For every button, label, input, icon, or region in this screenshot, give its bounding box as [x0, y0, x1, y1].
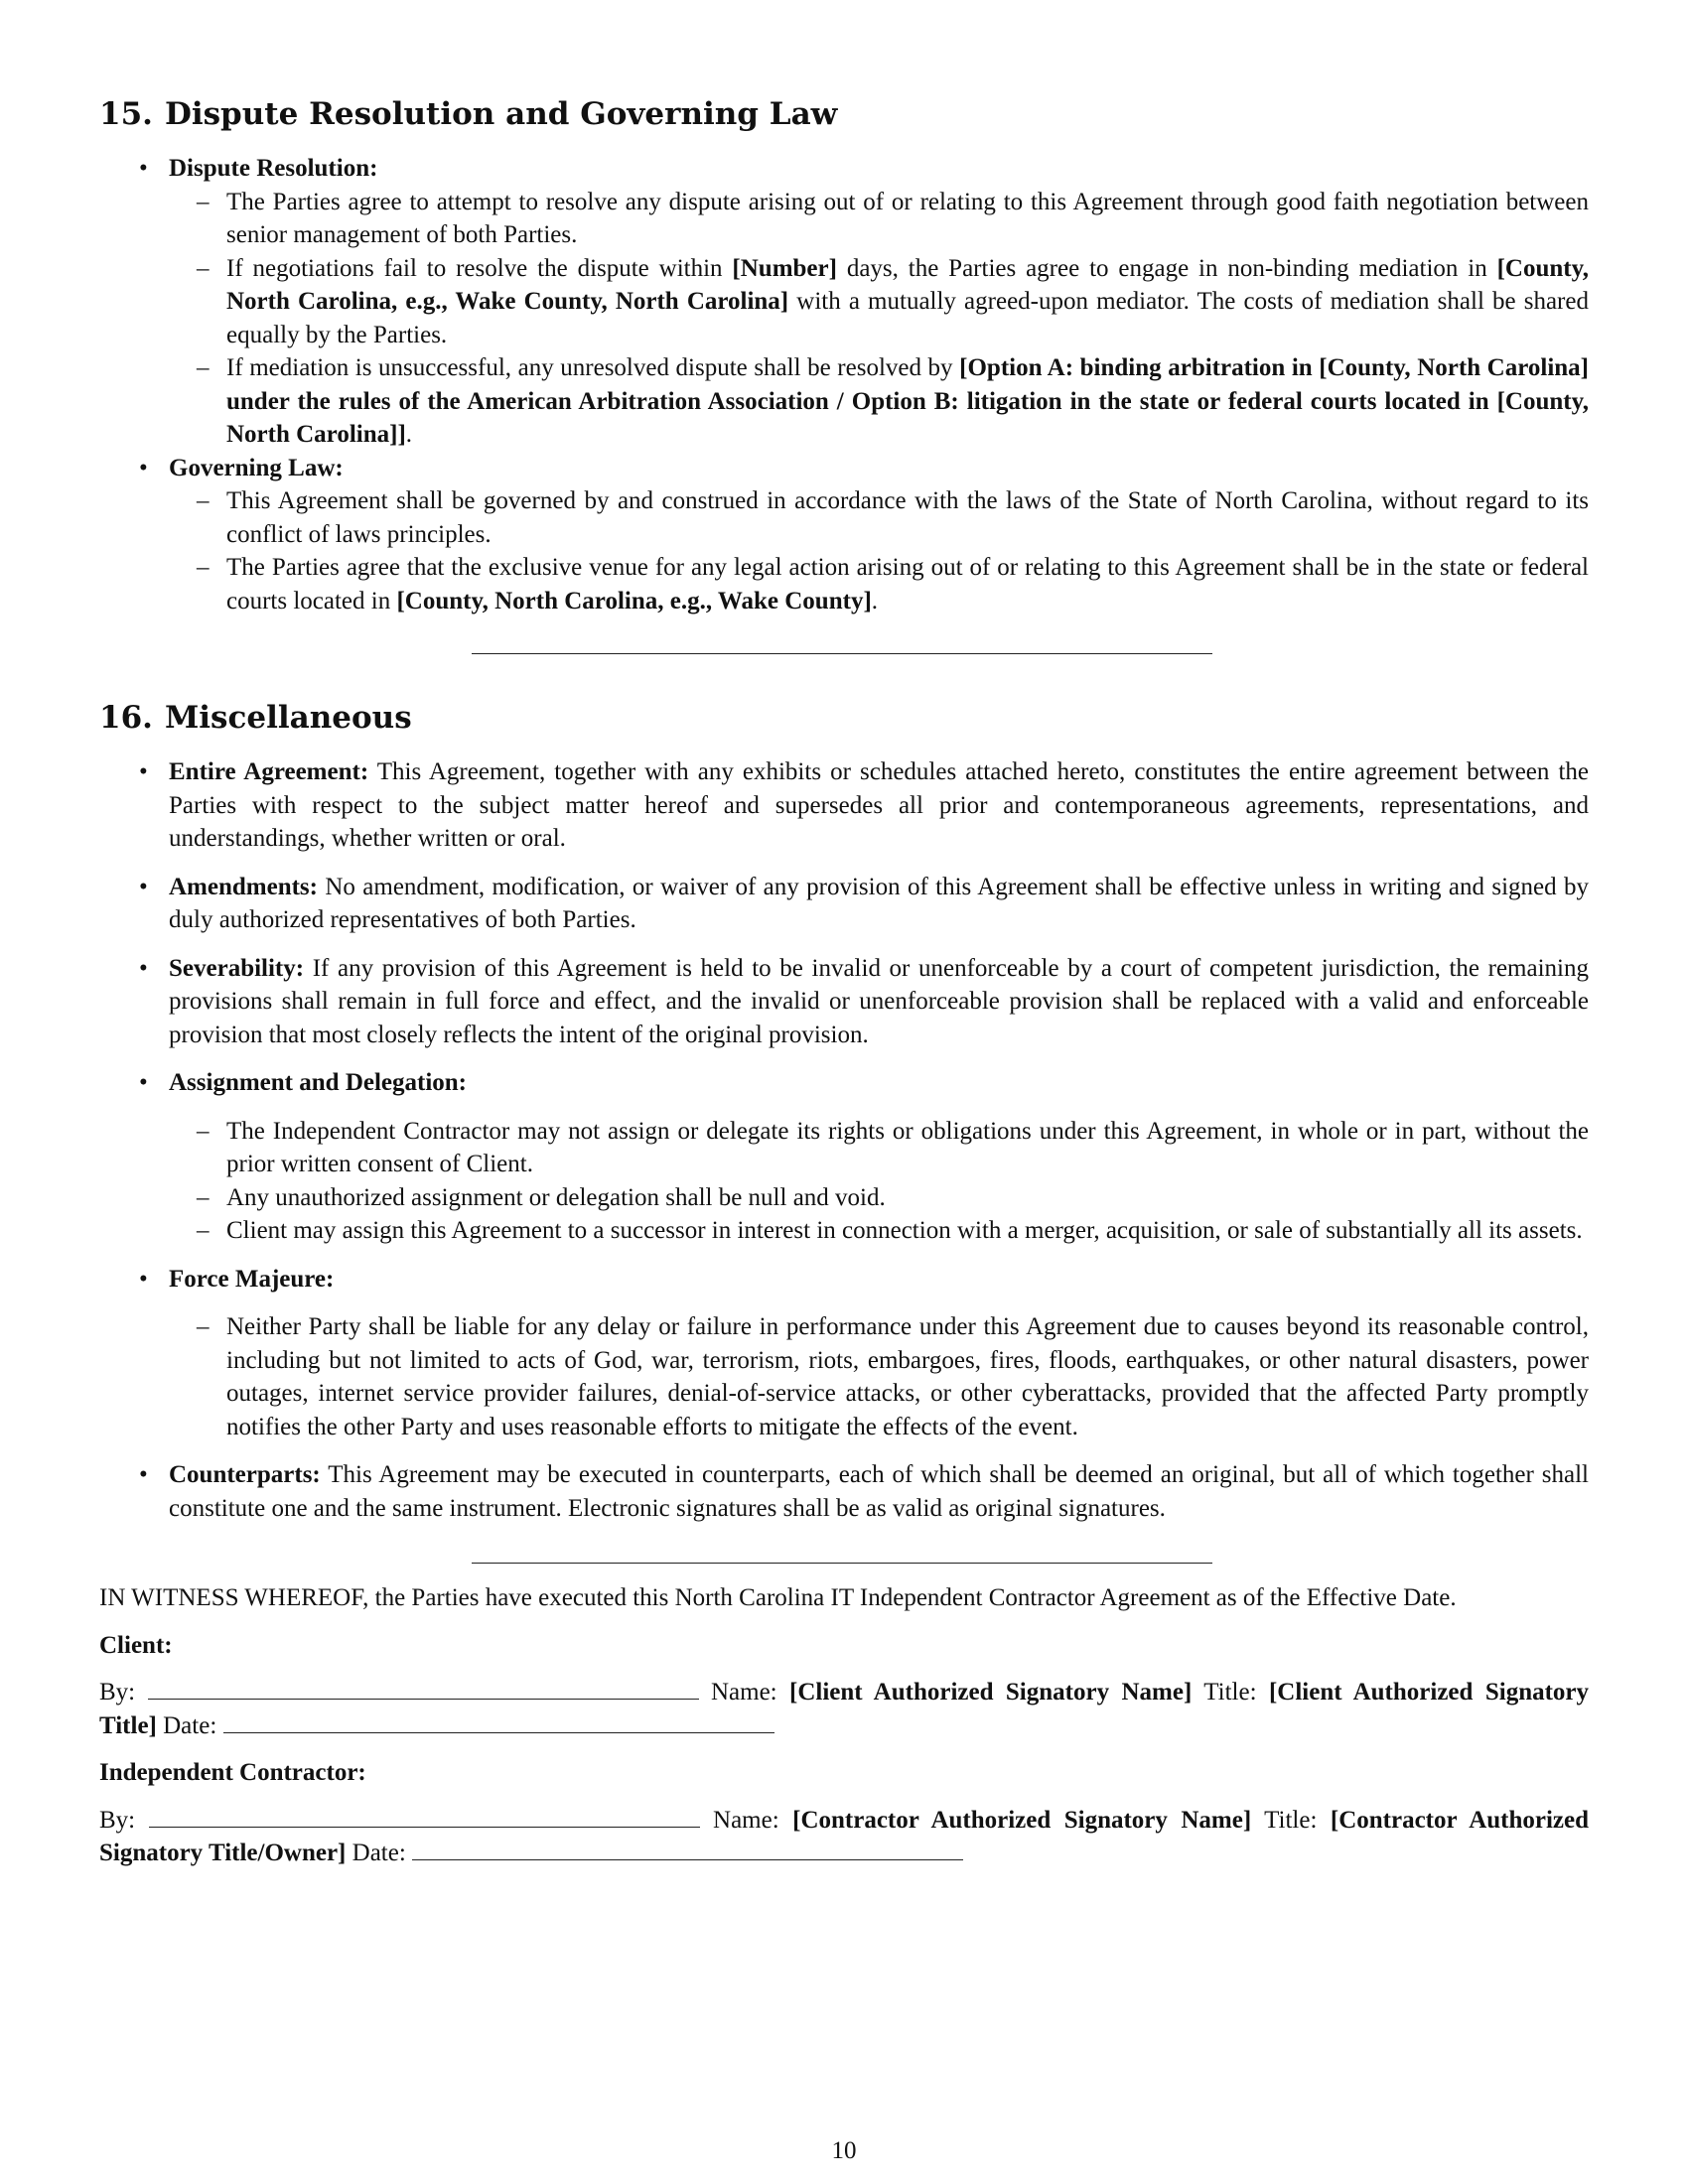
- contractor-label: Independent Contractor:: [99, 1759, 366, 1786]
- by-label: By:: [99, 1806, 136, 1834]
- sub-item: [169, 1115, 1589, 1181]
- client-title-placeholder: [Client Authorized Signatory Title]: [99, 1679, 1590, 1739]
- list-item-force-majeure: [99, 1263, 1589, 1444]
- document-page: [99, 94, 1589, 1870]
- contractor-title-placeholder: [Contractor Authorized Signatory Title/Owner]: [99, 1806, 1590, 1866]
- sub-item-text: This Agreement shall be governed by and construed in accordance with the laws of the State of North Carolina, without regard to its conflict of laws principles.: [226, 487, 1589, 548]
- list-item-entire-agreement: [99, 755, 1589, 856]
- item-label: Counterparts:: [169, 1461, 321, 1488]
- by-label: By:: [99, 1679, 136, 1706]
- title-label: Title:: [1264, 1806, 1318, 1834]
- sub-item-text: Client may assign this Agreement to a successor in interest in connection with a merger, acquisition, or sale of substantially all its assets.: [226, 1217, 1583, 1244]
- item-text: If any provision of this Agreement is held to be invalid or unenforceable by a court of competent jurisdiction, the remaining provisions shall remain in full force and effect, and the invalid or unenforceable provision shall be replaced with a valid and enforceable provision that most closely reflects the intent of the original provision.: [169, 954, 1589, 1048]
- sub-item: [169, 351, 1589, 452]
- placeholder-text: [Number]: [732, 254, 837, 282]
- sub-item: [169, 484, 1589, 551]
- client-signature-block: [99, 1676, 1589, 1742]
- sub-item-text: .: [405, 421, 413, 448]
- sub-item-text: If negotiations fail to resolve the dispute within: [226, 254, 733, 282]
- item-label: Assignment and Delegation:: [169, 1069, 468, 1096]
- list-item-dispute-resolution: [99, 152, 1589, 452]
- sub-item-text: days, the Parties agree to engage in non-binding mediation in: [836, 254, 1497, 282]
- sub-item-text: .: [871, 587, 879, 614]
- sub-item: [169, 252, 1589, 352]
- witness-paragraph: IN WITNESS WHEREOF, the Parties have executed this North Carolina IT Independent Contractor Agreement as of the Effective Date.: [99, 1584, 1457, 1611]
- sub-item-text: with a mutually agreed-upon mediator. The costs of mediation shall be shared equally by the Parties.: [226, 288, 1589, 348]
- list-item-severability: [99, 952, 1589, 1052]
- title-label: Title:: [1203, 1679, 1257, 1706]
- placeholder-text: [County, North Carolina, e.g., Wake County]: [396, 587, 872, 614]
- section-title: Dispute Resolution and Governing Law: [164, 96, 838, 132]
- item-label: Entire Agreement:: [169, 758, 369, 785]
- name-label: Name:: [713, 1806, 779, 1834]
- sub-item-text: The Parties agree to attempt to resolve any dispute arising out of or relating to this Agreement through good faith negotiation between senior management of both Parties.: [226, 188, 1589, 248]
- page-number: 10: [831, 2137, 857, 2164]
- sub-item: [169, 1214, 1589, 1248]
- name-label: Name:: [710, 1679, 777, 1706]
- sub-item-text: The Independent Contractor may not assign or delegate its rights or obligations under this Agreement, in whole or in part, without the prior written consent of Client.: [226, 1117, 1589, 1177]
- horizontal-rule: [472, 653, 1212, 654]
- section-number: 16.: [99, 700, 153, 736]
- contractor-name-placeholder: [Contractor Authorized Signatory Name]: [792, 1806, 1252, 1834]
- item-label: Force Majeure:: [169, 1265, 335, 1293]
- item-text: No amendment, modification, or waiver of any provision of this Agreement shall be effective unless in writing and signed by duly authorized representatives of both Parties.: [169, 873, 1589, 933]
- sub-item: [169, 1181, 1589, 1215]
- item-label: Dispute Resolution:: [169, 155, 378, 182]
- list-item-amendments: [99, 871, 1589, 937]
- placeholder-text: [County, North Carolina, e.g., Wake County, North Carolina]: [226, 254, 1589, 315]
- list-item-assignment: [99, 1066, 1589, 1248]
- list-item-governing-law: [99, 452, 1589, 618]
- item-label: Severability:: [169, 954, 305, 982]
- contractor-date-line[interactable]: [412, 1838, 963, 1860]
- section-16-heading: [99, 698, 1589, 738]
- list-item-counterparts: [99, 1458, 1589, 1525]
- sub-item-text: Neither Party shall be liable for any delay or failure in performance under this Agreement due to causes beyond its reasonable control, including but not limited to acts of God, war, terrorism, riots, embargoes, fires, floods, earthquakes, or other natural disasters, power outages, internet service provider failures, denial-of-service attacks, or other cyberattacks, provided that the affected Party promptly notifies the other Party and uses reasonable efforts to mitigate the effects of the event.: [226, 1313, 1589, 1440]
- sub-item: [169, 551, 1589, 617]
- section-15-heading: [99, 94, 1589, 134]
- item-label: Amendments:: [169, 873, 318, 900]
- client-signature-line[interactable]: [148, 1677, 699, 1700]
- client-date-line[interactable]: [223, 1710, 774, 1733]
- contractor-signature-line[interactable]: [149, 1805, 700, 1828]
- item-label: Governing Law:: [169, 454, 344, 481]
- date-label: Date:: [352, 1840, 406, 1866]
- client-label: Client:: [99, 1631, 173, 1659]
- sub-item: [169, 1310, 1589, 1443]
- item-text: This Agreement, together with any exhibits or schedules attached hereto, constitutes the entire agreement between the Parties with respect to the subject matter hereof and supersedes all prior and contemporaneous agreements, representations, and understandings, whether written or oral.: [169, 758, 1589, 852]
- client-name-placeholder: [Client Authorized Signatory Name]: [789, 1679, 1193, 1706]
- section-title: Miscellaneous: [164, 700, 412, 736]
- section-number: 15.: [99, 96, 153, 132]
- date-label: Date:: [163, 1711, 217, 1739]
- sub-item-text: Any unauthorized assignment or delegation shall be null and void.: [226, 1183, 886, 1211]
- sub-item-text: The Parties agree that the exclusive venue for any legal action arising out of or relating to this Agreement shall be in the state or federal courts located in: [226, 554, 1589, 614]
- placeholder-text: [Option A: binding arbitration in [County, North Carolina] under the rules of the American Arbitration Association / Option B: litigation in the state or federal courts located in [County, North Carolina]]: [226, 354, 1589, 448]
- sub-item: [169, 186, 1589, 252]
- horizontal-rule: [472, 1563, 1212, 1564]
- sub-item-text: If mediation is unsuccessful, any unresolved dispute shall be resolved by: [226, 354, 960, 381]
- contractor-signature-block: [99, 1804, 1589, 1870]
- item-text: This Agreement may be executed in counterparts, each of which shall be deemed an original, but all of which together shall constitute one and the same instrument. Electronic signatures shall be as valid as original signatures.: [169, 1461, 1589, 1522]
